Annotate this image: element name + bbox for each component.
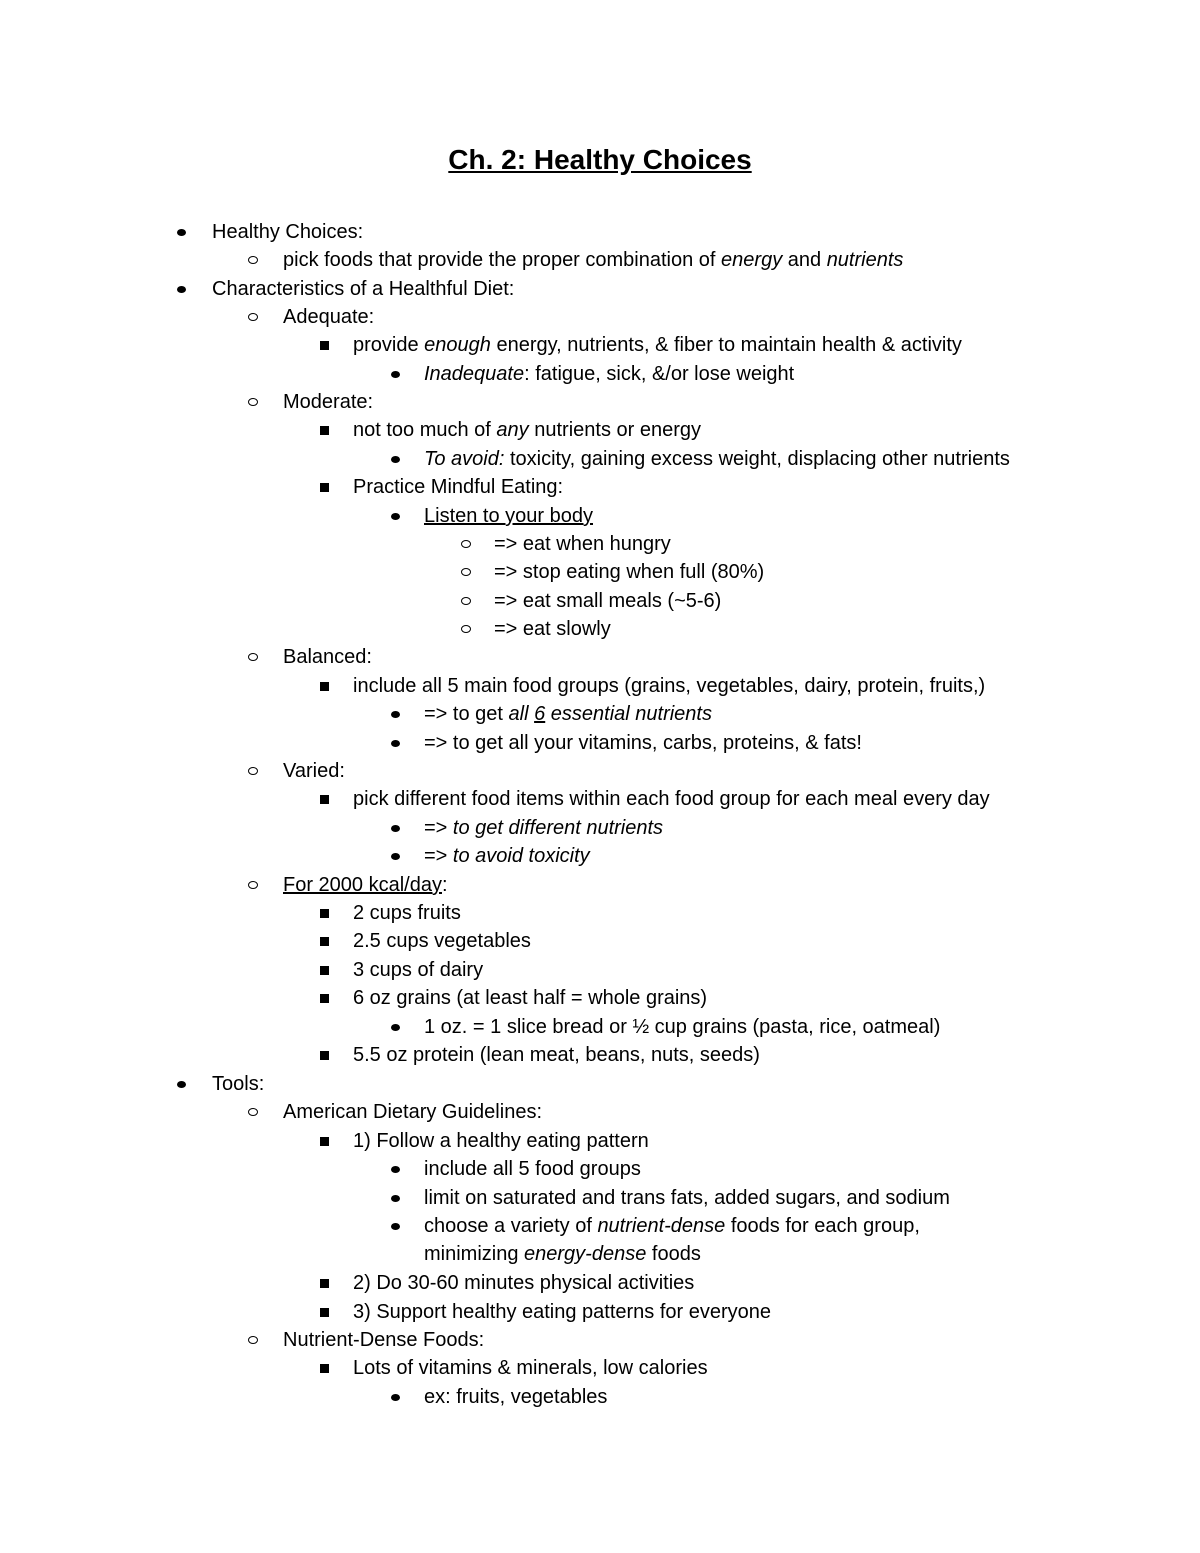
circle-bullet-icon [248, 1336, 258, 1344]
item-text: Characteristics of a Healthful Diet: [212, 278, 515, 300]
emphasis-text: nutrient-dense [597, 1215, 726, 1237]
emphasis-text: Inadequate [424, 363, 525, 385]
item-text: 2 cups fruits [353, 902, 461, 924]
list-item [353, 416, 701, 444]
item-text: foods [646, 1243, 701, 1265]
disc-bullet-icon [177, 229, 186, 236]
list-item [424, 502, 593, 530]
item-text: Balanced: [283, 646, 372, 668]
item-text: => [424, 817, 453, 839]
disc-bullet-icon [177, 1081, 186, 1088]
item-text: 3 cups of dairy [353, 959, 484, 981]
square-bullet-icon [320, 682, 329, 691]
item-text: toxicity, gaining excess weight, displacing other nutrients [504, 448, 1010, 470]
item-text: include all 5 food groups [424, 1158, 641, 1180]
disc-bullet-icon [177, 286, 186, 293]
disc-bullet-icon [391, 456, 400, 463]
item-text: include all 5 main food groups (grains, vegetables, dairy, protein, fruits,) [353, 675, 986, 697]
emphasis-text: all [508, 703, 535, 725]
list-item [424, 814, 663, 842]
list-item [353, 473, 563, 501]
square-bullet-icon [320, 341, 329, 350]
list-item [353, 785, 990, 813]
item-text: pick different food items within each food group for each meal every day [353, 788, 990, 810]
item-text: : [441, 874, 448, 896]
item-text: : fatigue, sick, &/or lose weight [524, 363, 795, 385]
item-text: 1 oz. = 1 slice bread or ½ cup grains (pasta, rice, oatmeal) [424, 1016, 941, 1038]
item-text: Tools: [212, 1073, 265, 1095]
list-item [212, 275, 514, 303]
item-text: 2) Do 30-60 minutes physical activities [353, 1272, 695, 1294]
disc-bullet-icon [391, 1166, 400, 1173]
disc-bullet-icon [391, 711, 400, 718]
emphasis-text: energy [721, 249, 783, 271]
item-text: 5.5 oz protein (lean meat, beans, nuts, seeds) [353, 1044, 760, 1066]
circle-bullet-icon [461, 568, 471, 576]
list-item [353, 956, 483, 984]
item-text: Healthy Choices: [212, 221, 364, 243]
disc-bullet-icon [391, 371, 400, 378]
list-item [424, 1212, 920, 1240]
square-bullet-icon [320, 1308, 329, 1317]
item-text: 3) Support healthy eating patterns for everyone [353, 1301, 772, 1323]
list-item [424, 1184, 950, 1212]
disc-bullet-icon [391, 1223, 400, 1230]
list-item [283, 1098, 542, 1126]
square-bullet-icon [320, 483, 329, 492]
item-text: American Dietary Guidelines: [283, 1101, 542, 1123]
list-item [494, 530, 671, 558]
item-text: nutrients or energy [528, 419, 701, 441]
list-item [353, 331, 962, 359]
list-item-continuation [424, 1240, 701, 1268]
item-text: => stop eating when full (80%) [494, 561, 765, 583]
list-item [424, 1013, 940, 1041]
list-item [283, 871, 448, 899]
list-item [353, 984, 707, 1012]
list-item [283, 757, 345, 785]
item-text: not too much of [353, 419, 497, 441]
square-bullet-icon [320, 1051, 329, 1060]
circle-bullet-icon [248, 653, 258, 661]
circle-bullet-icon [248, 256, 258, 264]
disc-bullet-icon [391, 853, 400, 860]
list-item [424, 445, 1010, 473]
emphasis-text: 6 [534, 703, 546, 725]
list-item [353, 1298, 771, 1326]
emphasis-text: any [496, 419, 529, 441]
circle-bullet-icon [248, 767, 258, 775]
list-item [424, 1155, 641, 1183]
disc-bullet-icon [391, 1394, 400, 1401]
list-item [353, 1041, 760, 1069]
list-item [353, 899, 461, 927]
list-item [353, 1269, 694, 1297]
item-text: => [424, 845, 453, 867]
item-text: Moderate: [283, 391, 374, 413]
list-item [353, 672, 985, 700]
square-bullet-icon [320, 966, 329, 975]
circle-bullet-icon [248, 313, 258, 321]
list-item [283, 1326, 484, 1354]
item-text: provide [353, 334, 425, 356]
list-item [424, 1383, 607, 1411]
square-bullet-icon [320, 1279, 329, 1288]
square-bullet-icon [320, 426, 329, 435]
item-text: => eat slowly [494, 618, 611, 640]
item-text: limit on saturated and trans fats, added sugars, and sodium [424, 1187, 950, 1209]
list-item [424, 360, 794, 388]
emphasis-text: enough [424, 334, 491, 356]
circle-bullet-icon [248, 881, 258, 889]
emphasis-text: nutrients [826, 249, 904, 271]
list-item [283, 246, 903, 274]
item-text: Adequate: [283, 306, 375, 328]
list-item [424, 700, 712, 728]
item-text: ex: fruits, vegetables [424, 1386, 608, 1408]
square-bullet-icon [320, 994, 329, 1003]
list-item [353, 1127, 649, 1155]
item-text: 6 oz grains (at least half = whole grains) [353, 987, 708, 1009]
circle-bullet-icon [461, 597, 471, 605]
list-item [353, 1354, 708, 1382]
emphasis-text: to get different nutrients [452, 817, 664, 839]
item-text: choose a variety of [424, 1215, 598, 1237]
page-title: Ch. 2: Healthy Choices [448, 144, 752, 175]
item-text: => eat small meals (~5-6) [494, 590, 722, 612]
emphasis-text: energy-dense [524, 1243, 647, 1265]
item-text: and [782, 249, 827, 271]
list-item [494, 558, 764, 586]
underlined-text: For 2000 kcal/day [283, 874, 442, 896]
circle-bullet-icon [461, 625, 471, 633]
circle-bullet-icon [461, 540, 471, 548]
item-text: Nutrient-Dense Foods: [283, 1329, 485, 1351]
disc-bullet-icon [391, 1195, 400, 1202]
disc-bullet-icon [391, 513, 400, 520]
item-text: minimizing [424, 1243, 525, 1265]
list-item [283, 388, 373, 416]
disc-bullet-icon [391, 1024, 400, 1031]
circle-bullet-icon [248, 398, 258, 406]
item-text: => to get [424, 703, 509, 725]
item-text: foods for each group, [725, 1215, 920, 1237]
list-item [424, 729, 862, 757]
emphasis-text: To avoid: [424, 448, 505, 470]
underlined-text: Listen to your body [424, 505, 593, 527]
list-item [353, 927, 531, 955]
list-item [212, 218, 363, 246]
list-item [424, 842, 590, 870]
item-text: => eat when hungry [494, 533, 671, 555]
list-item [283, 643, 372, 671]
square-bullet-icon [320, 937, 329, 946]
square-bullet-icon [320, 1137, 329, 1146]
square-bullet-icon [320, 909, 329, 918]
list-item [494, 587, 721, 615]
item-text: Lots of vitamins & minerals, low calories [353, 1357, 708, 1379]
circle-bullet-icon [248, 1108, 258, 1116]
square-bullet-icon [320, 1364, 329, 1373]
square-bullet-icon [320, 795, 329, 804]
item-text: 2.5 cups vegetables [353, 930, 531, 952]
disc-bullet-icon [391, 740, 400, 747]
emphasis-text: essential nutrients [545, 703, 712, 725]
item-text: Varied: [283, 760, 345, 782]
emphasis-text: to avoid toxicity [452, 845, 590, 867]
item-text: energy, nutrients, & fiber to maintain health & activity [490, 334, 962, 356]
list-item [494, 615, 611, 643]
list-item [283, 303, 374, 331]
item-text: => to get all your vitamins, carbs, proteins, & fats! [424, 732, 862, 754]
item-text: 1) Follow a healthy eating pattern [353, 1130, 649, 1152]
list-item [212, 1070, 264, 1098]
item-text: pick foods that provide the proper combination of [283, 249, 722, 271]
disc-bullet-icon [391, 825, 400, 832]
item-text: Practice Mindful Eating: [353, 476, 564, 498]
